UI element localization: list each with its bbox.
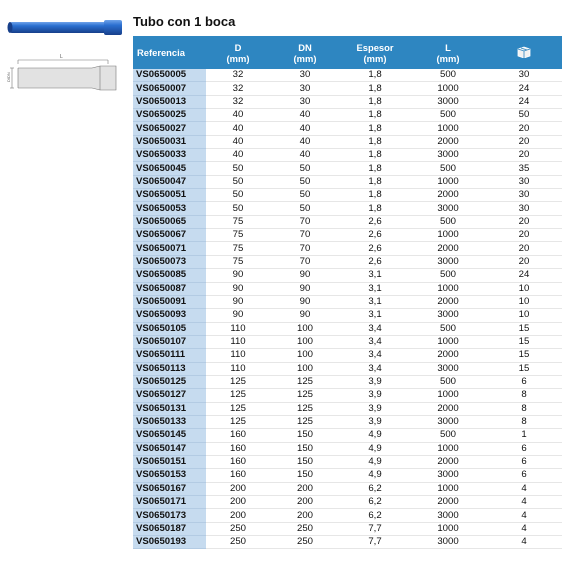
cell-l: 500 bbox=[410, 215, 486, 228]
table-row bbox=[133, 509, 562, 522]
cell-d: 40 bbox=[206, 109, 270, 122]
cell-esp: 2,6 bbox=[340, 242, 410, 255]
cell-d: 110 bbox=[206, 349, 270, 362]
cell-pack: 20 bbox=[486, 255, 562, 268]
cell-ref: VS0650151 bbox=[133, 455, 206, 468]
cell-l: 1000 bbox=[410, 175, 486, 188]
cell-esp: 1,8 bbox=[340, 82, 410, 95]
cell-dn: 50 bbox=[270, 175, 340, 188]
cell-ref: VS0650027 bbox=[133, 122, 206, 135]
table-row bbox=[133, 189, 562, 202]
cell-pack: 4 bbox=[486, 482, 562, 495]
table-row bbox=[133, 309, 562, 322]
cell-dn: 50 bbox=[270, 189, 340, 202]
cell-d: 90 bbox=[206, 309, 270, 322]
cell-ref: VS0650125 bbox=[133, 375, 206, 388]
cell-ref: VS0650087 bbox=[133, 282, 206, 295]
cell-d: 200 bbox=[206, 509, 270, 522]
cell-dn: 100 bbox=[270, 335, 340, 348]
table-row bbox=[133, 482, 562, 495]
cell-dn: 30 bbox=[270, 95, 340, 108]
cell-pack: 30 bbox=[486, 202, 562, 215]
table-row bbox=[133, 455, 562, 468]
cell-l: 1000 bbox=[410, 522, 486, 535]
cell-esp: 4,9 bbox=[340, 469, 410, 482]
cell-ref: VS0650111 bbox=[133, 349, 206, 362]
table-header bbox=[133, 36, 562, 69]
cell-pack: 24 bbox=[486, 82, 562, 95]
cell-dn: 100 bbox=[270, 349, 340, 362]
cell-dn: 125 bbox=[270, 402, 340, 415]
table-row bbox=[133, 429, 562, 442]
cell-l: 3000 bbox=[410, 362, 486, 375]
cell-l: 3000 bbox=[410, 149, 486, 162]
cell-pack: 6 bbox=[486, 469, 562, 482]
cell-ref: VS0650033 bbox=[133, 149, 206, 162]
cell-ref: VS0650167 bbox=[133, 482, 206, 495]
cell-dn: 50 bbox=[270, 202, 340, 215]
cell-d: 200 bbox=[206, 482, 270, 495]
cell-esp: 1,8 bbox=[340, 69, 410, 82]
cell-ref: VS0650073 bbox=[133, 255, 206, 268]
cell-ref: VS0650051 bbox=[133, 189, 206, 202]
cell-dn: 40 bbox=[270, 149, 340, 162]
table-row bbox=[133, 282, 562, 295]
cell-d: 125 bbox=[206, 389, 270, 402]
cell-ref: VS0650091 bbox=[133, 295, 206, 308]
cell-l: 1000 bbox=[410, 122, 486, 135]
table-row bbox=[133, 255, 562, 268]
cell-l: 3000 bbox=[410, 95, 486, 108]
column-header-l bbox=[410, 36, 486, 69]
cell-ref: VS0650193 bbox=[133, 536, 206, 549]
cell-dn: 150 bbox=[270, 442, 340, 455]
cell-d: 160 bbox=[206, 429, 270, 442]
pipe-illustration bbox=[4, 10, 128, 94]
column-header-ref bbox=[133, 36, 206, 69]
cell-ref: VS0650187 bbox=[133, 522, 206, 535]
cell-d: 125 bbox=[206, 415, 270, 428]
cell-l: 2000 bbox=[410, 402, 486, 415]
cell-esp: 3,9 bbox=[340, 415, 410, 428]
cell-pack: 20 bbox=[486, 122, 562, 135]
cell-ref: VS0650013 bbox=[133, 95, 206, 108]
cell-d: 32 bbox=[206, 82, 270, 95]
cell-pack: 10 bbox=[486, 282, 562, 295]
cell-dn: 70 bbox=[270, 229, 340, 242]
cell-d: 75 bbox=[206, 229, 270, 242]
cell-dn: 200 bbox=[270, 496, 340, 509]
cell-ref: VS0650153 bbox=[133, 469, 206, 482]
cell-pack: 4 bbox=[486, 522, 562, 535]
cell-esp: 3,1 bbox=[340, 309, 410, 322]
cell-l: 2000 bbox=[410, 295, 486, 308]
cell-pack: 10 bbox=[486, 309, 562, 322]
cell-esp: 1,8 bbox=[340, 162, 410, 175]
cell-d: 200 bbox=[206, 496, 270, 509]
table-row bbox=[133, 442, 562, 455]
cell-esp: 6,2 bbox=[340, 496, 410, 509]
cell-ref: VS0650031 bbox=[133, 135, 206, 148]
cell-ref: VS0650007 bbox=[133, 82, 206, 95]
cell-d: 75 bbox=[206, 242, 270, 255]
cell-d: 160 bbox=[206, 469, 270, 482]
cell-l: 3000 bbox=[410, 309, 486, 322]
table-row bbox=[133, 149, 562, 162]
cell-dn: 90 bbox=[270, 309, 340, 322]
cell-ref: VS0650133 bbox=[133, 415, 206, 428]
cell-l: 3000 bbox=[410, 469, 486, 482]
cell-esp: 2,6 bbox=[340, 229, 410, 242]
cell-d: 90 bbox=[206, 269, 270, 282]
cell-l: 2000 bbox=[410, 135, 486, 148]
cell-ref: VS0650127 bbox=[133, 389, 206, 402]
cell-l: 500 bbox=[410, 109, 486, 122]
cell-l: 500 bbox=[410, 322, 486, 335]
table-row bbox=[133, 215, 562, 228]
cell-dn: 250 bbox=[270, 522, 340, 535]
table-row bbox=[133, 162, 562, 175]
cell-l: 1000 bbox=[410, 482, 486, 495]
cell-l: 3000 bbox=[410, 202, 486, 215]
cell-esp: 4,9 bbox=[340, 442, 410, 455]
product-image bbox=[4, 10, 128, 94]
table-row bbox=[133, 175, 562, 188]
cell-d: 110 bbox=[206, 362, 270, 375]
cell-d: 90 bbox=[206, 295, 270, 308]
cell-esp: 3,9 bbox=[340, 402, 410, 415]
cell-d: 50 bbox=[206, 175, 270, 188]
cell-esp: 1,8 bbox=[340, 202, 410, 215]
cell-dn: 250 bbox=[270, 536, 340, 549]
cell-pack: 50 bbox=[486, 109, 562, 122]
cell-pack: 15 bbox=[486, 335, 562, 348]
cell-dn: 90 bbox=[270, 295, 340, 308]
cell-l: 3000 bbox=[410, 536, 486, 549]
cell-pack: 4 bbox=[486, 536, 562, 549]
cell-l: 3000 bbox=[410, 415, 486, 428]
cell-esp: 1,8 bbox=[340, 122, 410, 135]
cell-dn: 70 bbox=[270, 255, 340, 268]
cell-d: 75 bbox=[206, 255, 270, 268]
cell-esp: 1,8 bbox=[340, 95, 410, 108]
table-row bbox=[133, 415, 562, 428]
cell-ref: VS0650147 bbox=[133, 442, 206, 455]
cell-d: 110 bbox=[206, 335, 270, 348]
cell-dn: 200 bbox=[270, 509, 340, 522]
table-row bbox=[133, 496, 562, 509]
cell-esp: 3,1 bbox=[340, 269, 410, 282]
cell-pack: 1 bbox=[486, 429, 562, 442]
cell-dn: 50 bbox=[270, 162, 340, 175]
cell-d: 40 bbox=[206, 122, 270, 135]
table-row bbox=[133, 522, 562, 535]
cell-pack: 6 bbox=[486, 455, 562, 468]
table-row bbox=[133, 202, 562, 215]
cell-l: 1000 bbox=[410, 389, 486, 402]
table-row bbox=[133, 375, 562, 388]
column-label: L bbox=[445, 41, 451, 53]
cell-pack: 30 bbox=[486, 69, 562, 82]
cell-pack: 30 bbox=[486, 189, 562, 202]
cell-l: 2000 bbox=[410, 455, 486, 468]
cell-l: 500 bbox=[410, 162, 486, 175]
cell-ref: VS0650171 bbox=[133, 496, 206, 509]
column-unit: (mm) bbox=[226, 52, 250, 64]
cell-esp: 2,6 bbox=[340, 255, 410, 268]
cell-dn: 40 bbox=[270, 122, 340, 135]
cell-dn: 200 bbox=[270, 482, 340, 495]
cell-ref: VS0650105 bbox=[133, 322, 206, 335]
cell-l: 3000 bbox=[410, 255, 486, 268]
cell-dn: 40 bbox=[270, 109, 340, 122]
column-header-dn bbox=[270, 36, 340, 69]
table-row bbox=[133, 95, 562, 108]
page-title: Tubo con 1 boca bbox=[133, 14, 236, 29]
table-row bbox=[133, 269, 562, 282]
column-label: D bbox=[234, 41, 242, 53]
cell-esp: 1,8 bbox=[340, 175, 410, 188]
cell-dn: 40 bbox=[270, 135, 340, 148]
table-row bbox=[133, 402, 562, 415]
cell-pack: 8 bbox=[486, 389, 562, 402]
cell-esp: 4,9 bbox=[340, 455, 410, 468]
cell-esp: 1,8 bbox=[340, 109, 410, 122]
cell-esp: 3,9 bbox=[340, 389, 410, 402]
cell-d: 50 bbox=[206, 162, 270, 175]
cell-ref: VS0650145 bbox=[133, 429, 206, 442]
cell-ref: VS0650065 bbox=[133, 215, 206, 228]
cell-d: 250 bbox=[206, 522, 270, 535]
cell-esp: 1,8 bbox=[340, 135, 410, 148]
cell-pack: 4 bbox=[486, 509, 562, 522]
spec-table bbox=[133, 36, 562, 549]
cell-dn: 125 bbox=[270, 389, 340, 402]
cell-d: 32 bbox=[206, 95, 270, 108]
cell-d: 32 bbox=[206, 69, 270, 82]
table-row bbox=[133, 335, 562, 348]
cell-dn: 30 bbox=[270, 69, 340, 82]
cell-esp: 6,2 bbox=[340, 509, 410, 522]
cell-dn: 125 bbox=[270, 415, 340, 428]
table-row bbox=[133, 322, 562, 335]
cell-pack: 8 bbox=[486, 402, 562, 415]
cell-pack: 35 bbox=[486, 162, 562, 175]
cell-pack: 15 bbox=[486, 362, 562, 375]
cell-esp: 3,4 bbox=[340, 322, 410, 335]
cell-pack: 20 bbox=[486, 215, 562, 228]
cell-d: 50 bbox=[206, 189, 270, 202]
header-row bbox=[133, 36, 562, 69]
cell-ref: VS0650005 bbox=[133, 69, 206, 82]
cell-pack: 15 bbox=[486, 349, 562, 362]
cell-pack: 24 bbox=[486, 95, 562, 108]
cell-d: 160 bbox=[206, 455, 270, 468]
column-label: DN bbox=[298, 41, 312, 53]
length-label: L bbox=[60, 54, 63, 60]
table-row bbox=[133, 242, 562, 255]
cell-esp: 1,8 bbox=[340, 189, 410, 202]
cell-pack: 20 bbox=[486, 149, 562, 162]
table-row bbox=[133, 536, 562, 549]
cell-ref: VS0650093 bbox=[133, 309, 206, 322]
cell-ref: VS0650173 bbox=[133, 509, 206, 522]
column-unit: (mm) bbox=[363, 52, 387, 64]
cell-pack: 4 bbox=[486, 496, 562, 509]
cell-d: 75 bbox=[206, 215, 270, 228]
cell-dn: 90 bbox=[270, 269, 340, 282]
cell-dn: 150 bbox=[270, 455, 340, 468]
cell-dn: 150 bbox=[270, 429, 340, 442]
table-row bbox=[133, 362, 562, 375]
cell-l: 3000 bbox=[410, 509, 486, 522]
cell-esp: 7,7 bbox=[340, 522, 410, 535]
blue-pipe bbox=[8, 20, 123, 35]
column-unit: (mm) bbox=[293, 52, 317, 64]
cell-esp: 3,9 bbox=[340, 375, 410, 388]
cell-pack: 6 bbox=[486, 375, 562, 388]
cell-esp: 4,9 bbox=[340, 429, 410, 442]
cell-l: 2000 bbox=[410, 496, 486, 509]
cell-dn: 150 bbox=[270, 469, 340, 482]
table-row bbox=[133, 82, 562, 95]
cell-d: 50 bbox=[206, 202, 270, 215]
technical-drawing bbox=[10, 60, 116, 90]
cell-pack: 20 bbox=[486, 229, 562, 242]
cell-dn: 70 bbox=[270, 215, 340, 228]
column-header-pack bbox=[486, 36, 562, 69]
cell-l: 500 bbox=[410, 69, 486, 82]
table-row bbox=[133, 389, 562, 402]
cell-dn: 100 bbox=[270, 322, 340, 335]
cell-esp: 3,4 bbox=[340, 362, 410, 375]
cell-l: 2000 bbox=[410, 189, 486, 202]
column-label: Espesor bbox=[356, 41, 394, 53]
cell-esp: 1,8 bbox=[340, 149, 410, 162]
cell-ref: VS0650071 bbox=[133, 242, 206, 255]
cell-l: 1000 bbox=[410, 82, 486, 95]
cell-ref: VS0650113 bbox=[133, 362, 206, 375]
column-header-d bbox=[206, 36, 270, 69]
cell-ref: VS0650025 bbox=[133, 109, 206, 122]
cell-dn: 70 bbox=[270, 242, 340, 255]
table-row bbox=[133, 229, 562, 242]
cell-pack: 20 bbox=[486, 135, 562, 148]
cell-l: 1000 bbox=[410, 229, 486, 242]
cell-ref: VS0650045 bbox=[133, 162, 206, 175]
cell-pack: 10 bbox=[486, 295, 562, 308]
cell-d: 90 bbox=[206, 282, 270, 295]
cell-pack: 15 bbox=[486, 322, 562, 335]
cell-esp: 3,4 bbox=[340, 335, 410, 348]
cell-esp: 3,1 bbox=[340, 282, 410, 295]
table-row bbox=[133, 109, 562, 122]
cell-l: 1000 bbox=[410, 282, 486, 295]
cell-pack: 30 bbox=[486, 175, 562, 188]
cell-dn: 100 bbox=[270, 362, 340, 375]
cell-l: 2000 bbox=[410, 242, 486, 255]
cell-d: 110 bbox=[206, 322, 270, 335]
cell-l: 1000 bbox=[410, 442, 486, 455]
cell-ref: VS0650107 bbox=[133, 335, 206, 348]
table-row bbox=[133, 349, 562, 362]
cell-l: 500 bbox=[410, 269, 486, 282]
cell-pack: 24 bbox=[486, 269, 562, 282]
cell-pack: 6 bbox=[486, 442, 562, 455]
table-row bbox=[133, 135, 562, 148]
table-row bbox=[133, 122, 562, 135]
table-row bbox=[133, 69, 562, 82]
table-body bbox=[133, 69, 562, 549]
cell-ref: VS0650047 bbox=[133, 175, 206, 188]
table-row bbox=[133, 295, 562, 308]
cell-d: 125 bbox=[206, 375, 270, 388]
table-row bbox=[133, 469, 562, 482]
cell-pack: 8 bbox=[486, 415, 562, 428]
cell-d: 40 bbox=[206, 149, 270, 162]
column-unit: (mm) bbox=[436, 52, 460, 64]
diameter-label: D/DN bbox=[6, 72, 11, 82]
cell-l: 500 bbox=[410, 429, 486, 442]
cell-d: 250 bbox=[206, 536, 270, 549]
cell-esp: 7,7 bbox=[340, 536, 410, 549]
cell-ref: VS0650053 bbox=[133, 202, 206, 215]
cell-ref: VS0650131 bbox=[133, 402, 206, 415]
cell-l: 500 bbox=[410, 375, 486, 388]
cell-d: 40 bbox=[206, 135, 270, 148]
cell-esp: 2,6 bbox=[340, 215, 410, 228]
cell-ref: VS0650067 bbox=[133, 229, 206, 242]
cell-pack: 20 bbox=[486, 242, 562, 255]
cell-dn: 30 bbox=[270, 82, 340, 95]
column-label: Referencia bbox=[137, 47, 185, 58]
box-icon bbox=[517, 46, 531, 58]
cell-ref: VS0650085 bbox=[133, 269, 206, 282]
cell-dn: 125 bbox=[270, 375, 340, 388]
cell-d: 125 bbox=[206, 402, 270, 415]
cell-d: 160 bbox=[206, 442, 270, 455]
cell-esp: 3,4 bbox=[340, 349, 410, 362]
cell-esp: 6,2 bbox=[340, 482, 410, 495]
cell-esp: 3,1 bbox=[340, 295, 410, 308]
cell-dn: 90 bbox=[270, 282, 340, 295]
cell-l: 1000 bbox=[410, 335, 486, 348]
cell-l: 2000 bbox=[410, 349, 486, 362]
column-header-esp bbox=[340, 36, 410, 69]
